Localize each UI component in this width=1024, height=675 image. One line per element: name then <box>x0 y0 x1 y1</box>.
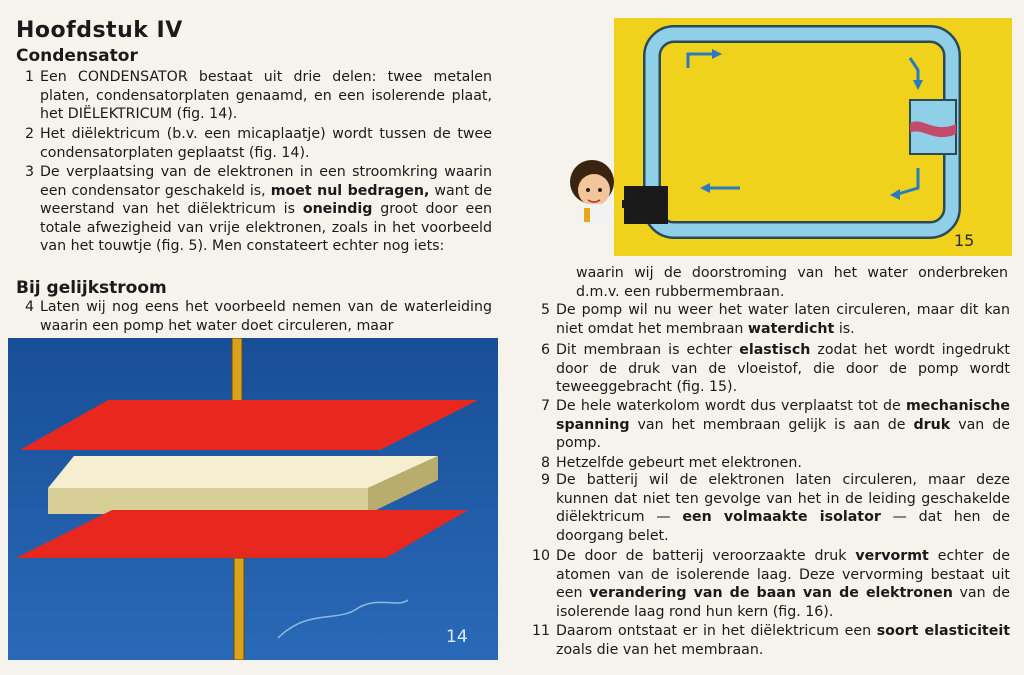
paragraph-number: 7 <box>540 398 550 414</box>
paragraph-3: 3 De verplaatsing van de elektronen in een stroomkring waarin een condensator geschakeld is, moet nul bedragen, want de weerstand van het diëlektricum is oneindig groot door een totale afwezigheid van vrije elektronen, zoals in het voorbeeld van het touwtje (fig. 5). Men constateert echter nog iets: <box>14 163 492 256</box>
paragraph-4-continued: waarin wij de doorstroming van het water onderbreken d.m.v. een rubbermembraan. <box>576 265 1008 300</box>
left-page <box>0 0 510 675</box>
paragraph-5: 5 De pomp wil nu weer het water laten circuleren, maar dit kan niet omdat het membraan waterdicht is. <box>530 301 1010 338</box>
section-title-gelijkstroom: Bij gelijkstroom <box>16 278 167 298</box>
cartoon-boy <box>570 160 614 222</box>
section-title-condensator: Condensator <box>16 46 138 66</box>
paragraph-number: 10 <box>531 548 550 564</box>
figure-14-number: 14 <box>446 627 468 647</box>
paragraph-7: 7 De hele waterkolom wordt dus verplaatst tot de mechanische spanning van het membraan gelijk is aan de druk van de pomp. <box>530 397 1010 453</box>
paragraph-number: 9 <box>540 472 550 488</box>
paragraph-6: 6 Dit membraan is echter elastisch zodat het wordt ingedrukt door de druk van de vloeistof, die door de pomp wordt teweeggebracht (fig. 15). <box>530 341 1010 397</box>
figure-15-number: 15 <box>954 231 975 250</box>
figure-14-capacitor <box>8 338 498 660</box>
paragraph-number: 2 <box>24 126 34 142</box>
paragraph-1: 1 Een CONDENSATOR bestaat uit drie delen: twee metalen platen, condensatorplaten genaamd, en een isolerende plaat, het DIËLEKTRICUM (fig. 14). <box>14 68 492 124</box>
lower-wire <box>234 558 244 660</box>
chapter-title: Hoofdstuk IV <box>16 18 183 43</box>
paragraph-11: 11 Daarom ontstaat er in het diëlektricum een soort elasticiteit zoals die van het membraan. <box>531 623 1010 658</box>
paragraph-number: 6 <box>540 342 550 358</box>
figure-15-water-circuit <box>562 18 1012 256</box>
paragraph-4: 4 Laten wij nog eens het voorbeeld nemen van de waterleiding waarin een pomp het water doet circuleren, maar <box>14 298 492 335</box>
right-page <box>512 0 1024 675</box>
paragraph-number: 1 <box>24 69 34 85</box>
paragraph-9: 9 De batterij wil de elektronen laten circuleren, maar deze kunnen dat niet ten gevolge van het in de leiding geschakelde diëlektricum — een volmaakte isolator — dat hen de doorgang belet. <box>530 471 1010 545</box>
paragraph-number: 3 <box>24 164 34 180</box>
paragraph-2: 2 Het diëlektricum (b.v. een micaplaatje) wordt tussen de twee condensatorplaten geplaatst (fig. 14). <box>14 125 492 162</box>
paragraph-number: 4 <box>24 299 34 315</box>
paragraph-number: 5 <box>540 302 550 318</box>
paragraph-8: 8 Hetzelfde gebeurt met elektronen. <box>530 454 1010 473</box>
paragraph-number: 8 <box>540 455 550 471</box>
paragraph-10: 10 De door de batterij veroorzaakte druk vervormt echter de atomen van de isolerende laag. Deze vervorming bestaat uit een verandering van de baan van de elektronen van de isolerende laag rond hun kern (fig. 16). <box>531 548 1010 620</box>
paragraph-number: 11 <box>531 623 550 639</box>
